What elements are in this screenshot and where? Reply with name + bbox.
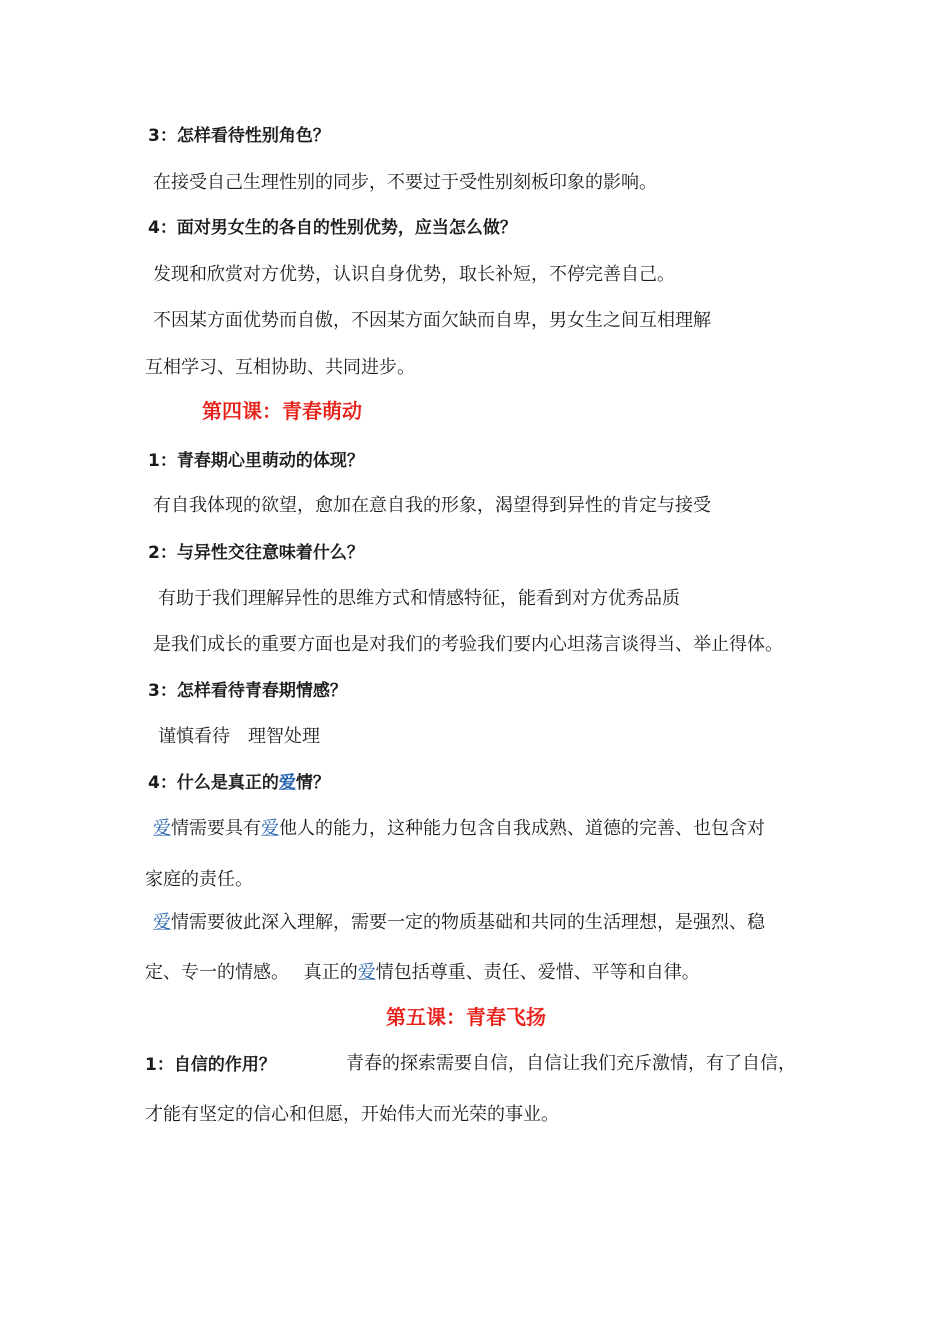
lesson-5-question-1: 1：自信的作用？ <box>145 1055 276 1075</box>
lesson-4-question-3: 3：怎样看待青春期情感？ <box>148 681 347 701</box>
answer-4-line-2: 不因某方面优势而自傲，不因某方面欠缺而自卑，男女生之间互相理解 <box>153 310 711 331</box>
love-link[interactable]: 爱 <box>261 818 279 839</box>
question-4-gender-advantages: 4：面对男女生的各自的性别优势，应当怎么做？ <box>148 218 517 238</box>
lesson-4-answer-2-line-1: 有助于我们理解异性的思维方式和情感特征，能看到对方优秀品质 <box>158 588 680 609</box>
love-link[interactable]: 爱 <box>153 912 171 933</box>
answer-3-gender-roles: 在接受自己生理性别的同步，不要过于受性别刻板印象的影响。 <box>153 172 657 193</box>
lesson-4-answer-4-line-4 <box>145 961 700 985</box>
lesson-4-answer-3: 谨慎看待 理智处理 <box>158 726 320 747</box>
answer-text: 他人的能力，这种能力包含自我成熟、道德的完善、也包含对 <box>279 818 765 839</box>
love-link[interactable]: 爱 <box>278 773 296 793</box>
answer-4-line-1: 发现和欣赏对方优势，认识自身优势，取长补短，不停完善自己。 <box>153 264 675 285</box>
answer-text: 情包括尊重、责任、爱惜、平等和自律。 <box>375 962 700 983</box>
question-3-gender-roles: 3：怎样看待性别角色？ <box>148 126 330 146</box>
lesson-5-answer-1-line-1: 青春的探索需要自信，自信让我们充斥激情，有了自信， <box>346 1053 796 1074</box>
lesson-5-answer-1-line-2: 才能有坚定的信心和但愿，开始伟大而光荣的事业。 <box>145 1104 559 1125</box>
answer-4-line-3: 互相学习、互相协助、共同进步。 <box>145 357 415 378</box>
answer-text: 情需要彼此深入理解，需要一定的物质基础和共同的生活理想，是强烈、稳 <box>171 912 765 933</box>
lesson-4-answer-4-line-3 <box>153 911 765 935</box>
answer-text: 情需要具有 <box>171 818 261 839</box>
lesson-4-answer-1: 有自我体现的欲望，愈加在意自我的形象，渴望得到异性的肯定与接受 <box>153 495 711 516</box>
lesson-4-answer-2-line-2: 是我们成长的重要方面也是对我们的考验我们要内心坦荡言谈得当、举止得体。 <box>153 634 783 655</box>
lesson-4-question-4 <box>148 771 330 795</box>
love-link[interactable]: 爱 <box>357 962 376 983</box>
question-4-text-post: 情？ <box>295 773 330 793</box>
lesson-4-answer-4-line-1 <box>153 817 765 841</box>
lesson-4-question-2: 2：与异性交往意味着什么？ <box>148 543 364 563</box>
question-4-text-pre: 4：什么是真正的 <box>148 773 279 793</box>
answer-text: 定、专一的情感。 真正的 <box>145 962 358 983</box>
lesson-5-title: 第五课：青春飞扬 <box>386 1005 546 1029</box>
lesson-4-title: 第四课：青春萌动 <box>202 399 362 423</box>
love-link[interactable]: 爱 <box>153 818 171 839</box>
lesson-4-answer-4-line-2: 家庭的责任。 <box>145 869 253 890</box>
lesson-4-question-1: 1：青春期心里萌动的体现？ <box>148 451 364 471</box>
